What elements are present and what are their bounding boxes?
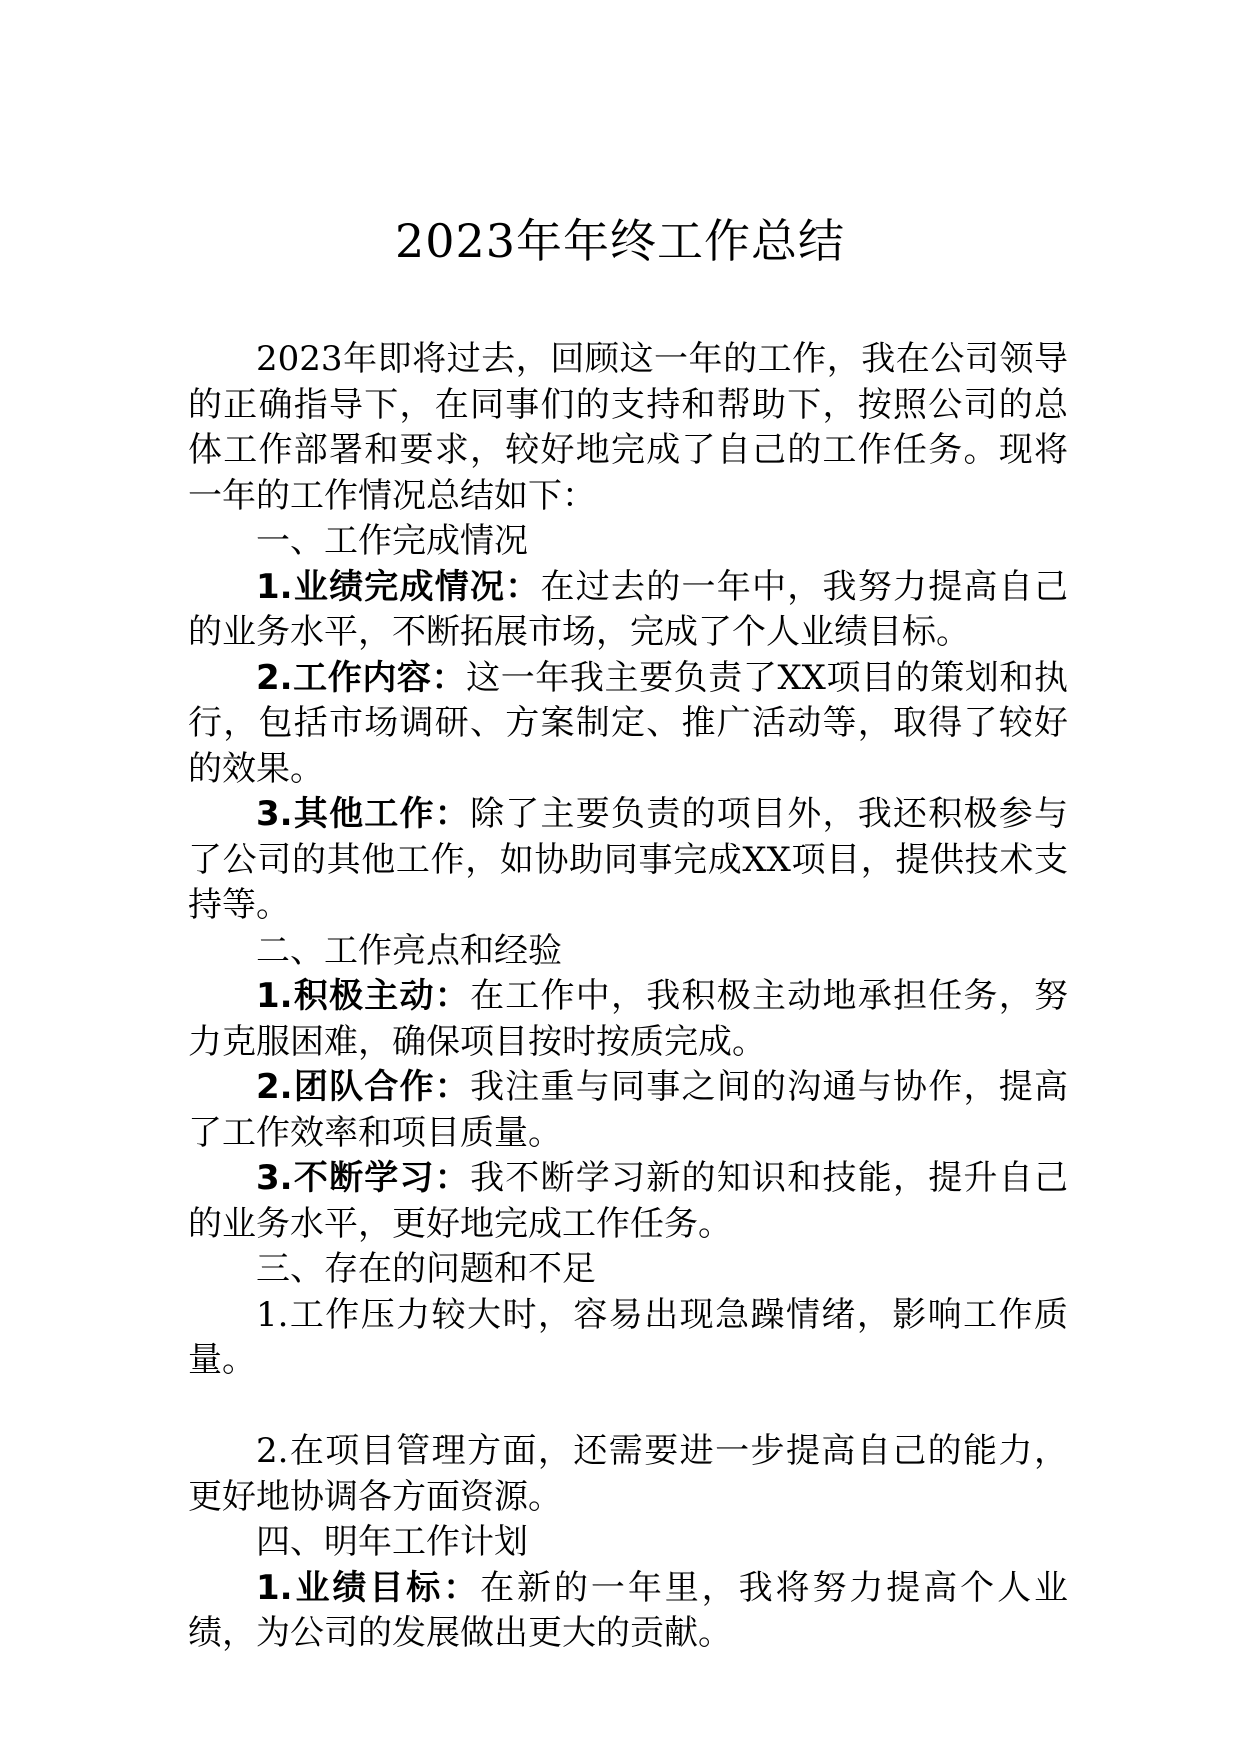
section-1-item-1 [188,565,1068,656]
document-title: 2023年年终工作总结 [394,214,846,268]
section-heading-1: 一、工作完成情况 [256,521,528,561]
section-2-item-2 [188,1065,1068,1156]
section-3-item-1: 1.工作压力较大时，容易出现急躁情绪，影响工作质量。 [188,1294,1068,1380]
item-text: 在新的一年里，我将努力提高个人业绩，为公司的发展做出更大的贡献。 [188,1567,1068,1653]
section-heading-2: 二、工作亮点和经验 [256,930,562,971]
section-1-item-3 [188,792,1068,929]
item-text: 我不断学习新的知识和技能，提升自己的业务水平，更好地完成工作任务。 [188,1158,1069,1244]
intro-paragraph: 2023年即将过去，回顾这一年的工作，我在公司领导的正确指导下，在同事们的支持和帮助下，按照公司的总体工作部署和要求，较好地完成了自己的工作任务。现将一年的工作情况总结如下： [188,339,1068,516]
section-heading-3: 三、存在的问题和不足 [256,1249,596,1289]
section-2-item-3 [188,1156,1068,1247]
section-2-item-1 [188,974,1068,1065]
section-heading-4: 四、明年工作计划 [256,1522,528,1562]
item-lead: 3.不断学习： [256,1158,471,1198]
item-text: 除了主要负责的项目外，我还积极参与了公司的其他工作，如协助同事完成XX项目，提供技术支持等。 [188,794,1069,925]
item-lead: 2.工作内容： [256,657,467,698]
item-lead: 1.业绩目标： [256,1567,481,1608]
item-text: 这一年我主要负责了XX项目的策划和执行，包括市场调研、方案制定、推广活动等，取得了较好的效果。 [188,657,1068,789]
item-lead: 1.积极主动： [256,976,471,1016]
item-text: 在工作中，我积极主动地承担任务，努力克服困难，确保项目按时按质完成。 [188,976,1069,1062]
item-text: 我注重与同事之间的沟通与协作，提高了工作效率和项目质量。 [188,1067,1069,1153]
item-text: 在过去的一年中，我努力提高自己的业务水平，不断拓展市场，完成了个人业绩目标。 [188,566,1068,652]
document-body [188,337,1068,1657]
section-3-item-2: 2.在项目管理方面，还需要进一步提高自己的能力，更好地协调各方面资源。 [188,1431,1068,1517]
blank-line [188,1384,1068,1430]
item-lead: 3.其他工作： [256,794,471,834]
section-4-item-1 [188,1566,1068,1657]
item-lead: 2.团队合作： [256,1067,471,1107]
item-lead: 1.业绩完成情况： [256,566,541,607]
section-1-item-2 [188,656,1068,793]
